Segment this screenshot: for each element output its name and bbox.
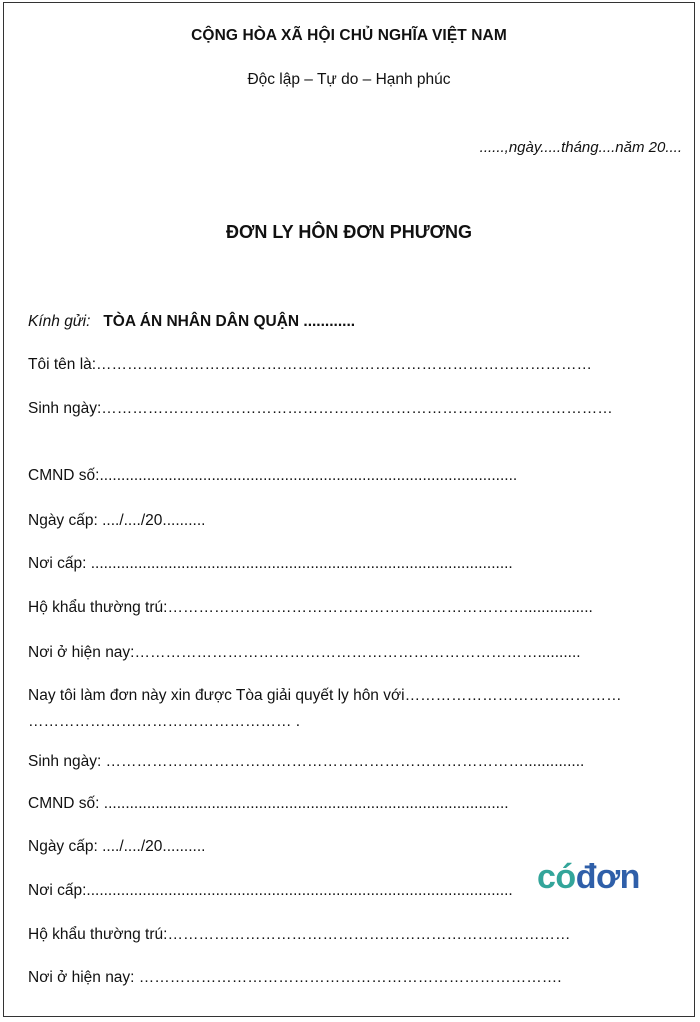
spouse-dob-line: Sinh ngày: ………………………………………………………………………..............: [28, 753, 585, 770]
spouse-issue-place-line: Nơi cấp:...................................................................................................: [28, 882, 513, 899]
spouse-id-line: CMND số: ..............................................................................................: [28, 795, 509, 812]
recipient-court: TÒA ÁN NHÂN DÂN QUẬN ............: [103, 313, 356, 330]
recipient-label: Kính gửi: [28, 313, 87, 330]
dob-line: Sinh ngày:………………………………………………………………………………………: [28, 400, 613, 417]
codon-logo: [537, 858, 640, 897]
request-line: Nay tôi làm đơn này xin được Tòa giải quyết ly hôn với……………………………………: [28, 687, 622, 704]
document-page: [3, 2, 695, 1017]
logo-part-co: có: [537, 858, 576, 896]
recipient-line: [28, 313, 355, 331]
national-title: CỘNG HÒA XÃ HỘI CHỦ NGHĨA VIỆT NAM: [191, 27, 507, 44]
id-line: CMND số:.................................................................................................: [28, 467, 518, 484]
spouse-issue-date-line: Ngày cấp: ..../..../20..........: [28, 838, 206, 855]
issue-place-line: Nơi cấp: ..................................................................................................: [28, 555, 513, 572]
logo-part-don: đơn: [575, 858, 640, 896]
date-line: ......,ngày.....tháng....năm 20....: [479, 139, 682, 156]
spouse-current-address-line: Nơi ở hiện nay: ……………………………………………………………………….: [28, 969, 562, 986]
residence-line: Hộ khẩu thường trú:……………………………………………………………................: [28, 599, 593, 616]
spouse-residence-line: Hộ khẩu thường trú:……………………………………………………………………: [28, 926, 571, 943]
document-title: ĐƠN LY HÔN ĐƠN PHƯƠNG: [225, 222, 473, 242]
current-address-line: Nơi ở hiện nay:……………………………………………………………………..........: [28, 644, 581, 661]
issue-date-line: Ngày cấp: ..../..../20..........: [28, 512, 206, 529]
recipient-colon: :: [86, 313, 91, 330]
national-motto: Độc lập – Tự do – Hạnh phúc: [247, 71, 451, 88]
request-continuation-line: …………………………………………… .: [28, 713, 301, 730]
name-line: Tôi tên là:……………………………………………………………………………………: [28, 356, 593, 373]
